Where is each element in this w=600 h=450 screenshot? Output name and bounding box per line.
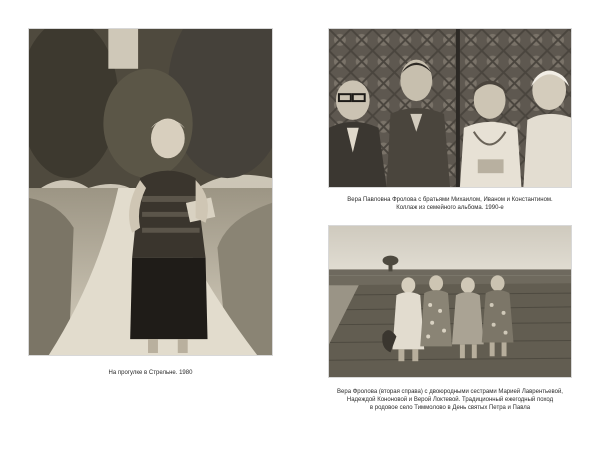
caption-women-in-field <box>318 388 582 412</box>
caption-field-line-3: в родовое село Тиммолово в День святых Петра и Павла <box>369 405 531 411</box>
photo-woman-walking <box>28 28 273 356</box>
photo-siblings-collage <box>328 28 572 188</box>
caption-field-line-1: Вера Фролова (вторая справа) с двоюродными сестрами Марией Лаврентьевой, <box>337 389 563 395</box>
caption-woman-walking: На прогулке в Стрельне. 1980 <box>108 370 193 376</box>
caption-siblings-collage <box>318 196 582 212</box>
caption-field-line-2: Надеждой Кононовой и Верой Локтевой. Традиционный ежегодный поход <box>346 397 554 403</box>
photo-women-in-field <box>328 225 572 378</box>
caption-siblings-line-2: Коллаж из семейного альбома. 1990-е <box>396 205 504 211</box>
photo-woman-walking-image <box>29 29 272 355</box>
photo-siblings-collage-image <box>329 29 571 187</box>
photo-women-in-field-image <box>329 226 571 377</box>
caption-siblings-line-1: Вера Павловна Фролова с братьями Михаилом, Иваном и Константином. <box>347 197 553 203</box>
